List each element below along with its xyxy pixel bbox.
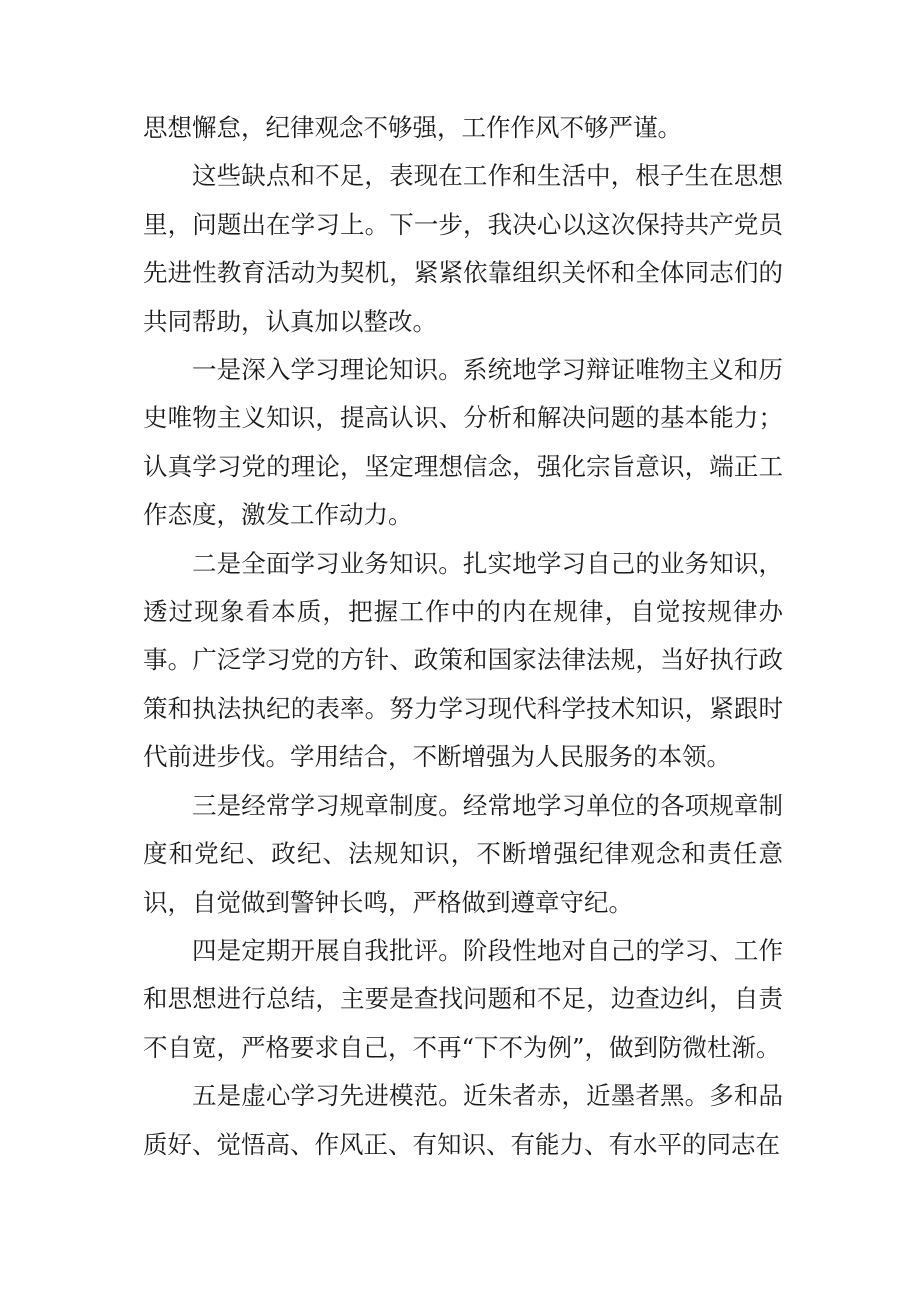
paragraph-continuation: 思想懈怠，纪律观念不够强，工作作风不够严谨。 xyxy=(143,113,682,142)
paragraph-rules-study: 三是经常学习规章制度。经常地学习单位的各项规章制度和党纪、政纪、法规知识，不断增强纪律观念和责任意识，自觉做到警钟长鸣，严格做到遵章守纪。 xyxy=(143,790,783,917)
paragraph-role-models: 五是虚心学习先进模范。近朱者赤，近墨者黑。多和品质好、觉悟高、作风正、有知识、有能力、有水平的同志在 xyxy=(143,1081,783,1159)
document-body xyxy=(143,104,783,1169)
paragraph-business-study: 二是全面学习业务知识。扎实地学习自己的业务知识，透过现象看本质，把握工作中的内在规律，自觉按规律办事。广泛学习党的方针、政策和国家法律法规，当好执行政策和执法执纪的表率。努力学习现代科学技术知识，紧跟时代前进步伐。学用结合，不断增强为人民服务的本领。 xyxy=(143,548,783,772)
paragraph-self-criticism: 四是定期开展自我批评。阶段性地对自己的学习、工作和思想进行总结，主要是查找问题和不足，边查边纠，自责不自宽，严格要求自己，不再“下不为例”，做到防微杜渐。 xyxy=(143,935,783,1062)
paragraph-theory-study: 一是深入学习理论知识。系统地学习辩证唯物主义和历史唯物主义知识，提高认识、分析和解决问题的基本能力；认真学习党的理论，坚定理想信念，强化宗旨意识，端正工作态度，激发工作动力。 xyxy=(143,355,783,530)
paragraph-shortcomings: 这些缺点和不足，表现在工作和生活中，根子生在思想里，问题出在学习上。下一步，我决心以这次保持共产党员先进性教育活动为契机，紧紧依靠组织关怀和全体同志们的共同帮助，认真加以整改。 xyxy=(143,161,783,336)
